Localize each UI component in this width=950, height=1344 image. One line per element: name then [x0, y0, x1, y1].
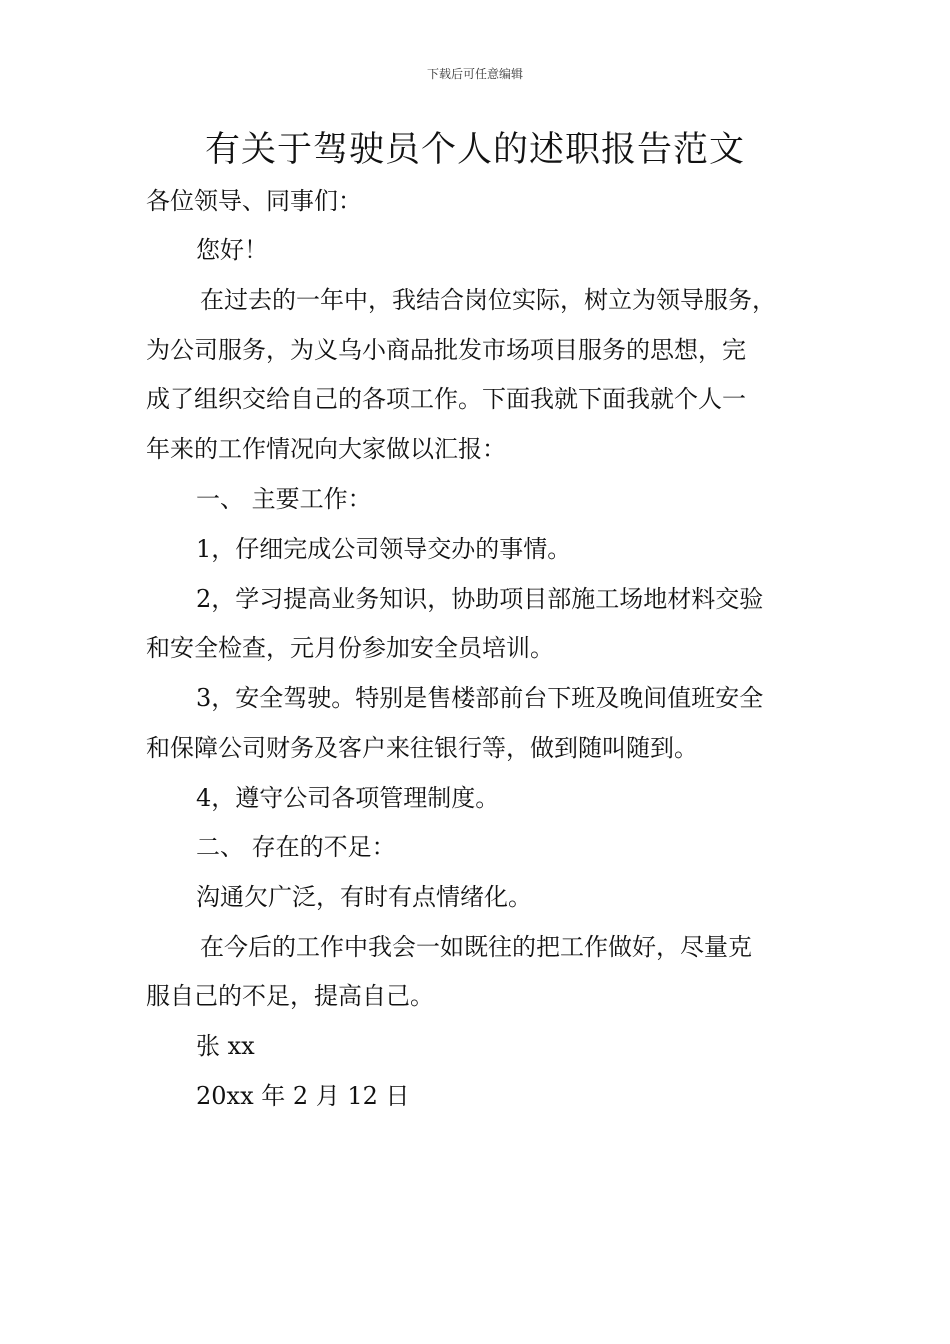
salutation: 各位领导、同事们：	[146, 187, 362, 215]
body-line: 为公司服务，为义乌小商品批发市场项目服务的思想，完	[146, 336, 746, 364]
signature-name: 张 xx	[196, 1032, 255, 1060]
list-item-continued: 和保障公司财务及客户来往银行等，做到随叫随到。	[146, 734, 698, 762]
section-heading: 二、 存在的不足：	[196, 833, 396, 861]
body-line: 服自己的不足，提高自己。	[146, 982, 434, 1010]
list-item: 3，安全驾驶。特别是售楼部前台下班及晚间值班安全	[196, 684, 764, 712]
body-line: 在过去的一年中，我结合岗位实际，树立为领导服务，	[200, 286, 776, 314]
body-line: 沟通欠广泛，有时有点情绪化。	[196, 883, 532, 911]
list-item: 4，遵守公司各项管理制度。	[196, 784, 500, 812]
signature-date: 20xx 年 2 月 12 日	[196, 1082, 410, 1110]
header-note: 下载后可任意编辑	[426, 67, 523, 81]
section-heading: 一、 主要工作：	[196, 485, 372, 513]
list-item-continued: 和安全检查，元月份参加安全员培训。	[146, 634, 554, 662]
greeting: 您好！	[196, 236, 268, 264]
list-item: 1，仔细完成公司领导交办的事情。	[196, 535, 572, 563]
body-line: 年来的工作情况向大家做以汇报：	[146, 435, 506, 463]
list-item: 2，学习提高业务知识，协助项目部施工场地材料交验	[196, 585, 764, 613]
body-line: 在今后的工作中我会一如既往的把工作做好，尽量克	[200, 933, 752, 961]
document-title: 有关于驾驶员个人的述职报告范文	[204, 130, 745, 170]
body-line: 成了组织交给自己的各项工作。下面我就下面我就个人一	[146, 385, 746, 413]
